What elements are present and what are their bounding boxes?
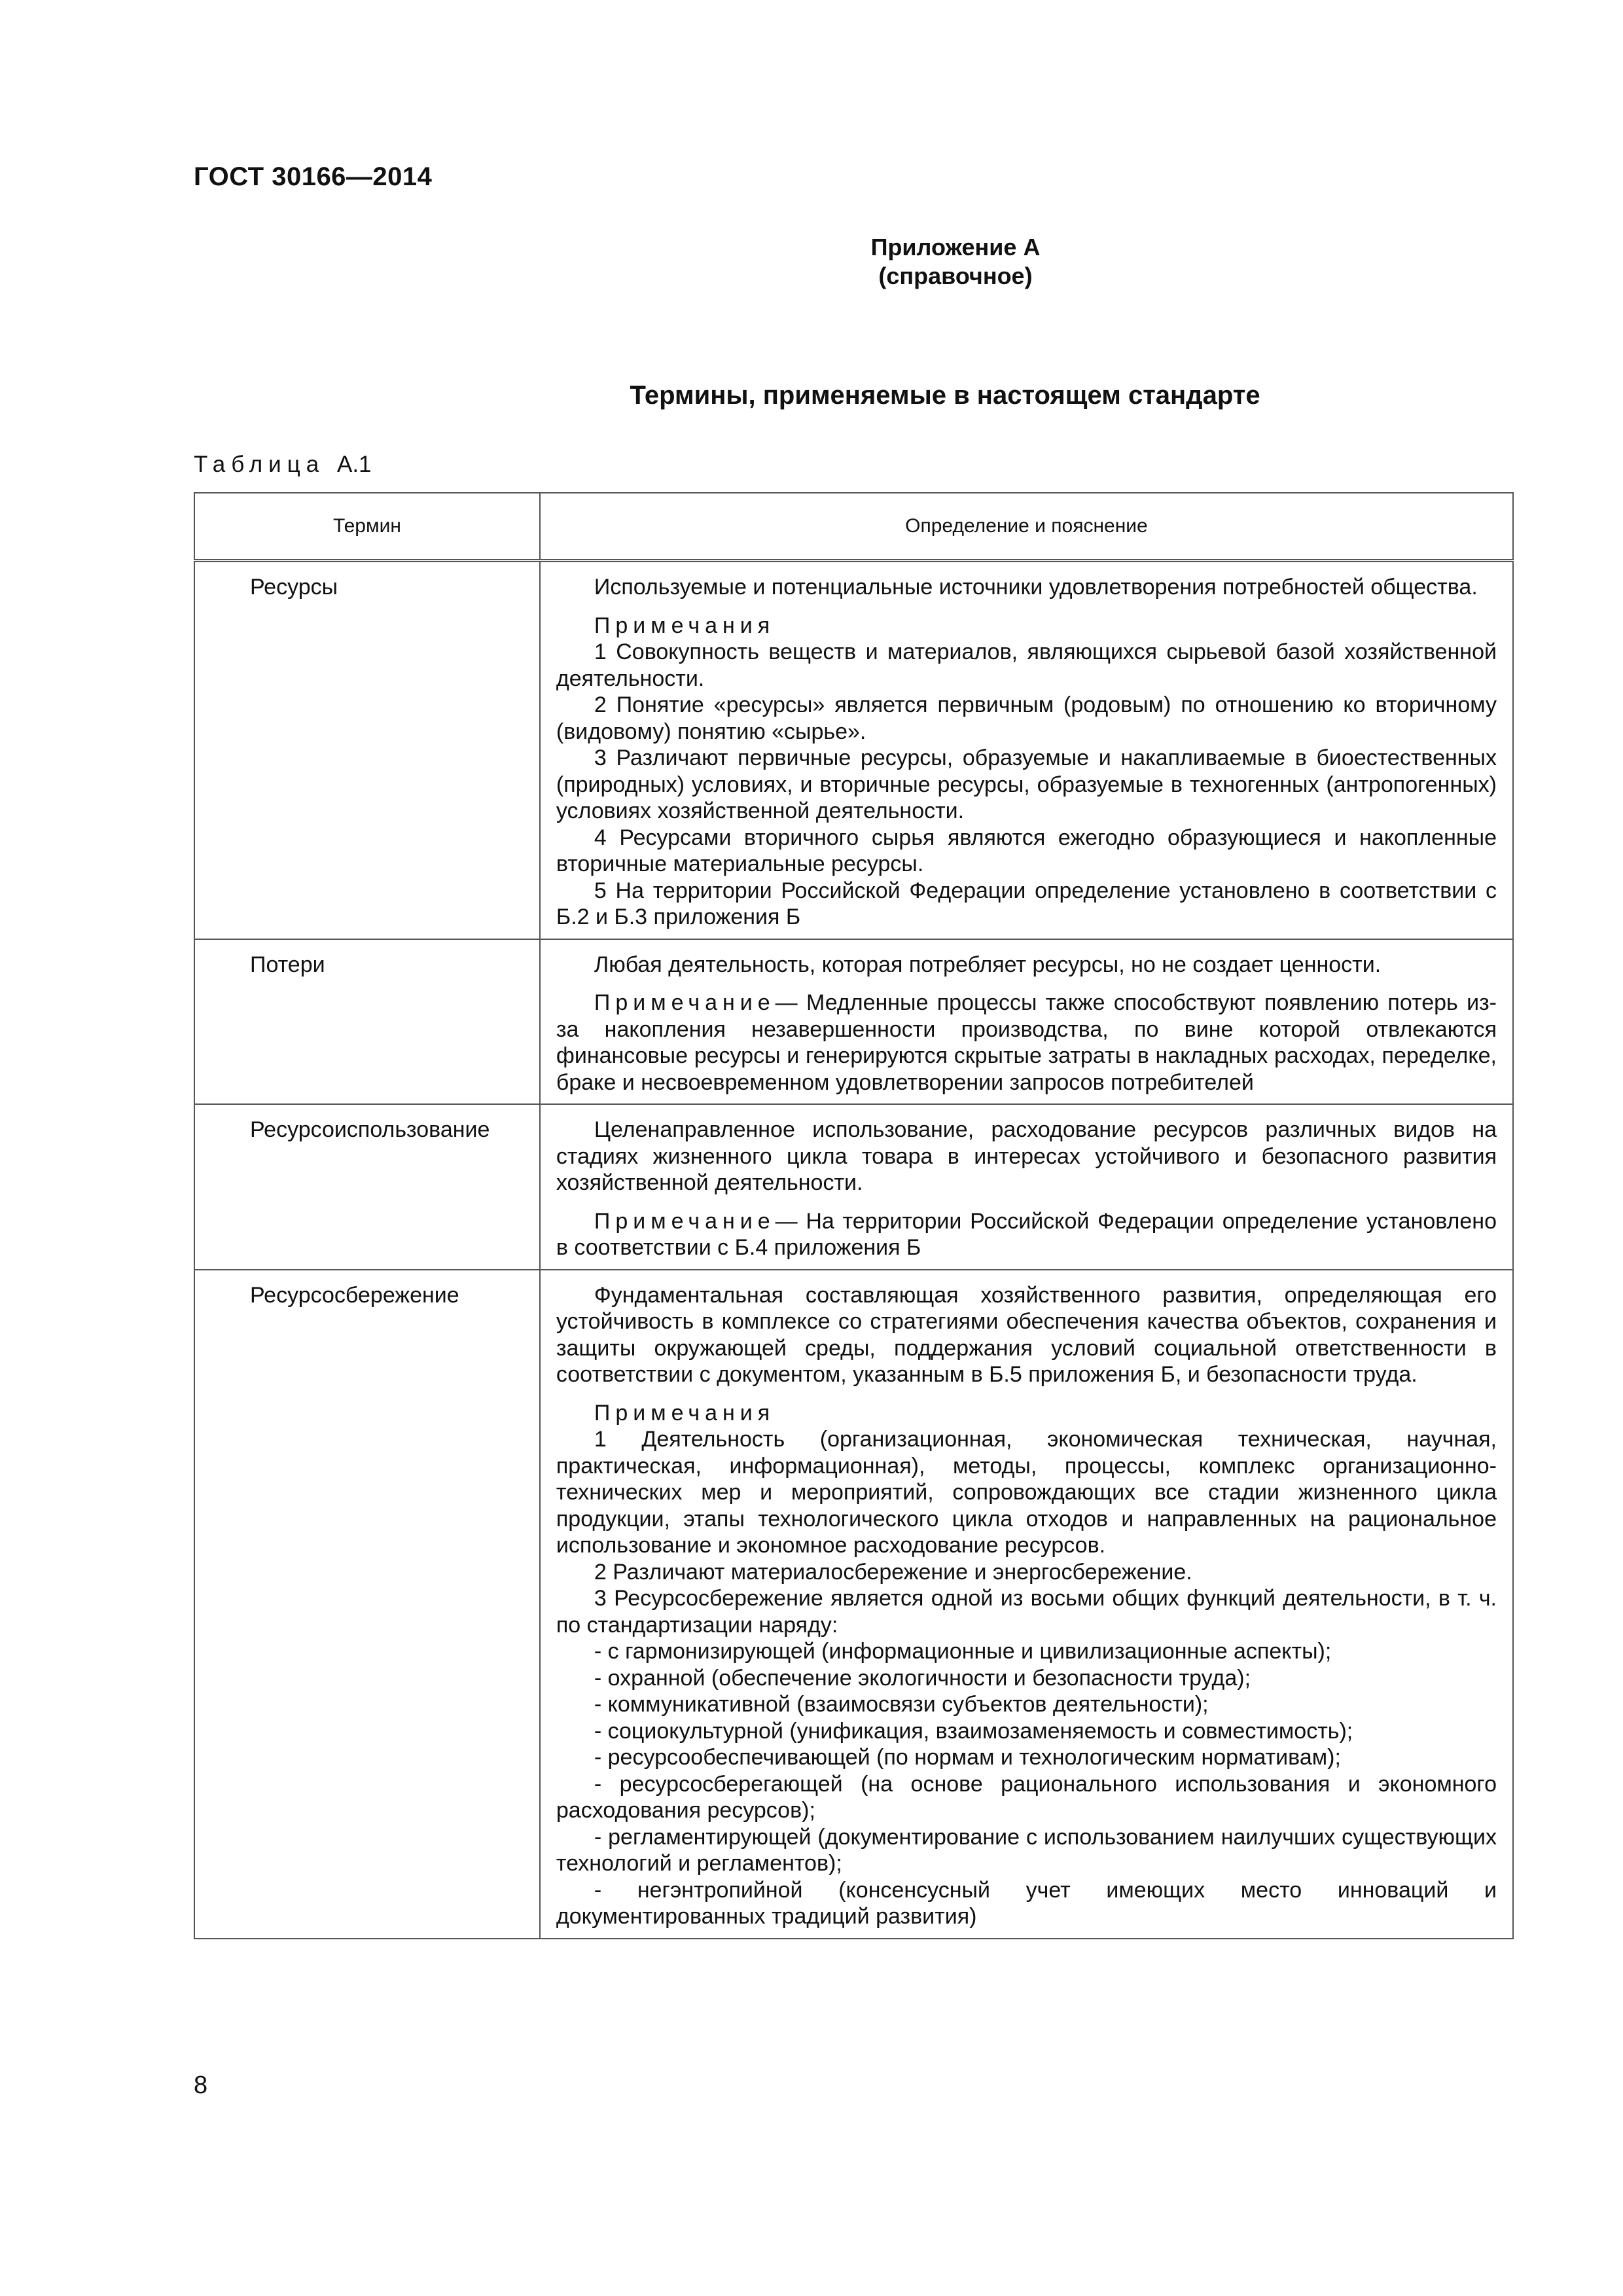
definition-text: Целенаправленное использование, расходование ресурсов различных видов на стадиях жизненного цикла товара в интересах устойчивого и безопасного развития хозяйственной деятельности. (556, 1117, 1497, 1195)
table-caption-number: А.1 (336, 452, 372, 477)
document-code: ГОСТ 30166—2014 (194, 162, 433, 191)
appendix-heading (0, 233, 1623, 291)
page-number: 8 (194, 2072, 208, 2099)
note-list-item: - охранной (обеспечение экологичности и безопасности труда); (594, 1665, 1251, 1691)
note-list-item: - с гармонизирующей (информационные и цивилизационные аспекты); (594, 1639, 1332, 1664)
note-item: 5 На территории Российской Федерации определение установлено в соответствии с Б.2 и Б.3 приложения Б (556, 878, 1497, 929)
note-list-item: - коммуникативной (взаимосвязи субъектов деятельности); (594, 1692, 1209, 1717)
appendix-subtitle: (справочное) (878, 262, 1033, 289)
table-row (194, 561, 1513, 939)
column-header-term: Термин (194, 493, 540, 561)
term-cell: Ресурсоиспользование (194, 1104, 540, 1270)
note-list-item: - социокультурной (унификация, взаимозаменяемость и совместимость); (594, 1718, 1353, 1744)
table-row (194, 939, 1513, 1105)
table-caption-word: Таблица (194, 452, 325, 477)
note-list-item: - регламентирующей (документирование с использованием наилучших существующих технологий и регламентов); (556, 1824, 1497, 1876)
note-list-item: - негэнтропийной (консенсусный учет имеющих место инноваций и документированных традиций развития) (556, 1877, 1497, 1929)
note-label: Примечание (594, 1208, 776, 1234)
terms-table (194, 492, 1514, 1939)
term-cell: Потери (194, 939, 540, 1105)
note-item: 1 Деятельность (организационная, экономическая техническая, научная, практическая, информационная), методы, процессы, комплекс организационно-технических мер и мероприятий, сопровождающих все стадии жизненного цикла продукции, этапы технологического цикла отходов и направленных на рациональное использование и экономное расходование ресурсов. (556, 1427, 1497, 1558)
definition-cell (540, 1270, 1513, 1939)
notes-label: Примечания (594, 1400, 776, 1426)
table-row (194, 1270, 1513, 1939)
appendix-title: Приложение А (870, 234, 1041, 260)
note-item: 3 Ресурсосбережение является одной из восьми общих функций деятельности, в т. ч. по стандартизации наряду: (556, 1586, 1497, 1638)
term-cell: Ресурсы (194, 561, 540, 939)
definition-cell (540, 939, 1513, 1105)
note-item: 1 Совокупность веществ и материалов, являющихся сырьевой базой хозяйственной деятельности. (556, 639, 1497, 691)
note-paragraph (556, 1208, 1497, 1261)
note-item: 2 Понятие «ресурсы» является первичным (родовым) по отношению ко вторичному (видовому) понятию «сырье». (556, 692, 1497, 744)
column-header-definition: Определение и пояснение (540, 493, 1513, 561)
term-cell: Ресурсосбережение (194, 1270, 540, 1939)
table-header-row (194, 493, 1513, 561)
note-paragraph (556, 990, 1497, 1096)
note-text: — На территории Российской Федерации определение установлено в соответствии с Б.4 приложения Б (556, 1208, 1497, 1260)
table-row (194, 1104, 1513, 1270)
note-item: 2 Различают материалосбережение и энергосбережение. (594, 1559, 1192, 1585)
note-list-item: - ресурсообеспечивающей (по нормам и технологическим нормативам); (594, 1745, 1341, 1770)
definition-text: Используемые и потенциальные источники удовлетворения потребностей общества. (594, 575, 1478, 600)
table-caption (194, 452, 372, 478)
section-title: Термины, применяемые в настоящем стандарте (630, 381, 1260, 410)
note-label: Примечание (594, 990, 776, 1015)
note-item: 4 Ресурсами вторичного сырья являются ежегодно образующиеся и накопленные вторичные материальные ресурсы. (556, 825, 1497, 876)
note-text: — Медленные процессы также способствуют появлению потерь из-за накопления незавершенности производства, по вине которой отвлекаются финансовые ресурсы и генерируются скрытые затраты в накладных расходах, переделке, браке и несвоевременном удовлетворении запросов потребителей (556, 990, 1497, 1095)
definition-text: Любая деятельность, которая потребляет ресурсы, но не создает ценности. (594, 952, 1382, 977)
definition-text: Фундаментальная составляющая хозяйственного развития, определяющая его устойчивость в комплексе со стратегиями обеспечения качества объектов, сохранения и защиты окружающей среды, поддержания условий социальной ответственности в соответствии с документом, указанным в Б.5 приложения Б, и безопасности труда. (556, 1282, 1497, 1387)
definition-cell (540, 1104, 1513, 1270)
definition-cell (540, 561, 1513, 939)
note-item: 3 Различают первичные ресурсы, образуемые и накапливаемые в биоестественных (природных) условиях, и вторичные ресурсы, образуемые в техногенных (антропогенных) условиях хозяйственной деятельности. (556, 745, 1497, 823)
note-list-item: - ресурсосберегающей (на основе рационального использования и экономного расходования ресурсов); (556, 1771, 1497, 1823)
notes-label: Примечания (594, 613, 776, 638)
